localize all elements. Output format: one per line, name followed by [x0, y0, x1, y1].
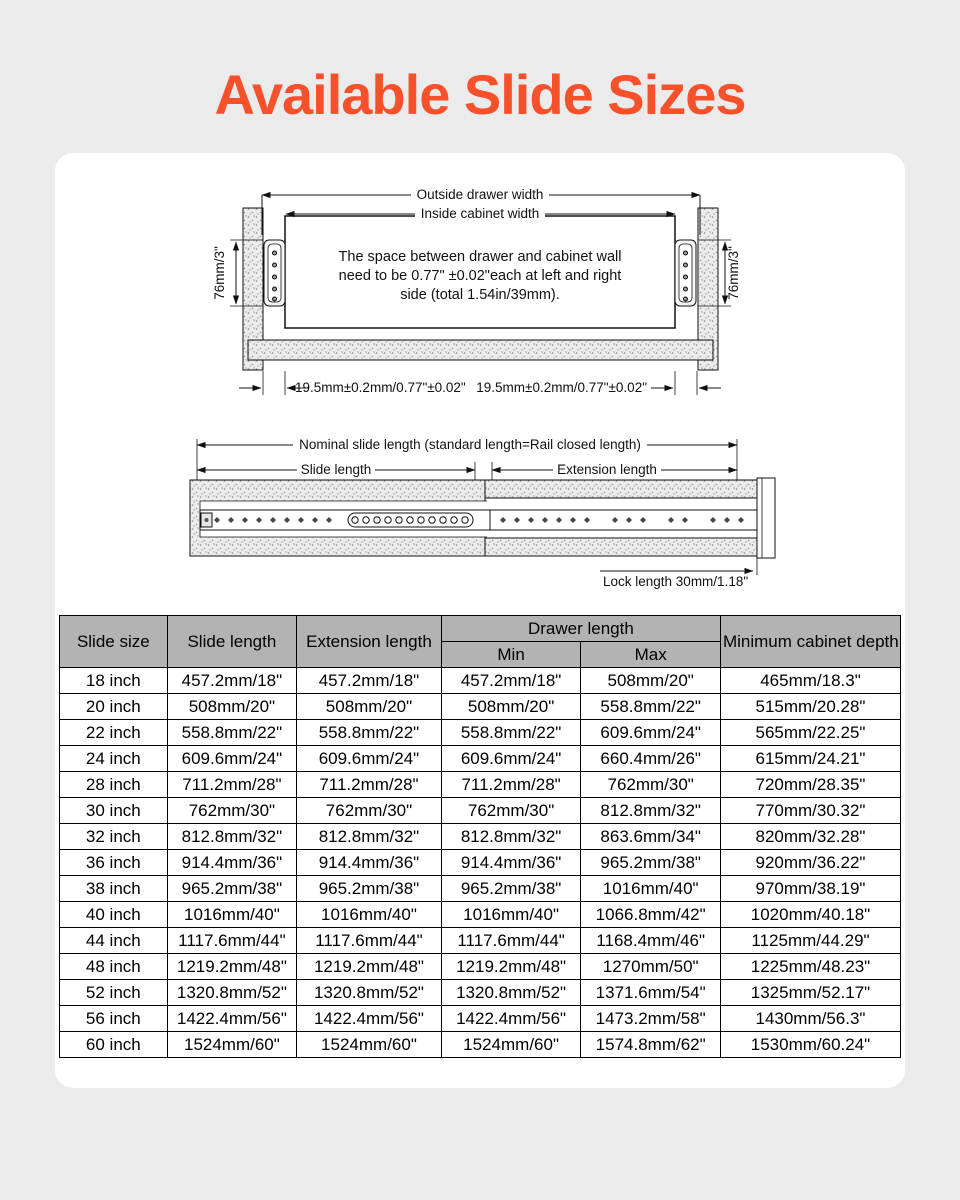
header-extension-length: Extension length — [297, 616, 442, 668]
clearance-note-line3: side (total 1.54in/39mm). — [400, 287, 560, 303]
table-cell: 1117.6mm/44" — [297, 928, 442, 954]
table-cell: 457.2mm/18" — [441, 668, 581, 694]
table-cell: 720mm/28.35" — [720, 772, 900, 798]
table-cell: 770mm/30.32" — [720, 798, 900, 824]
table-row — [60, 746, 901, 772]
table-cell: 1320.8mm/52" — [297, 980, 442, 1006]
table-cell: 1325mm/52.17" — [720, 980, 900, 1006]
cabinet-bottom-panel — [248, 340, 713, 360]
table-cell: 812.8mm/32" — [441, 824, 581, 850]
table-cell: 711.2mm/28" — [297, 772, 442, 798]
slide-length-label: Slide length — [300, 462, 372, 477]
table-cell: 965.2mm/38" — [297, 876, 442, 902]
table-row — [60, 798, 901, 824]
table-cell: 762mm/30" — [297, 798, 442, 824]
table-cell: 1530mm/60.24" — [720, 1032, 900, 1058]
extension-length-label: Extension length — [557, 462, 657, 477]
table-cell: 609.6mm/24" — [581, 720, 721, 746]
gap-right-dimension — [476, 371, 721, 395]
table-cell: 1320.8mm/52" — [167, 980, 297, 1006]
table-cell: 762mm/30" — [167, 798, 297, 824]
table-cell: 660.4mm/26" — [581, 746, 721, 772]
table-cell: 558.8mm/22" — [441, 720, 581, 746]
table-cell: 558.8mm/22" — [167, 720, 297, 746]
drawer-cross-section-diagram — [212, 187, 741, 395]
table-row — [60, 980, 901, 1006]
side-clearance-right-label: 76mm/3" — [726, 246, 741, 300]
table-cell: 1422.4mm/56" — [297, 1006, 442, 1032]
table-cell: 1020mm/40.18" — [720, 902, 900, 928]
table-row — [60, 928, 901, 954]
table-cell: 1066.8mm/42" — [581, 902, 721, 928]
table-cell: 20 inch — [60, 694, 168, 720]
table-cell: 24 inch — [60, 746, 168, 772]
table-cell: 812.8mm/32" — [581, 798, 721, 824]
table-cell: 920mm/36.22" — [720, 850, 900, 876]
table-row — [60, 772, 901, 798]
surround-strip-top — [485, 480, 757, 498]
table-cell: 60 inch — [60, 1032, 168, 1058]
table-row — [60, 850, 901, 876]
table-cell: 18 inch — [60, 668, 168, 694]
table-cell: 515mm/20.28" — [720, 694, 900, 720]
table-cell: 1219.2mm/48" — [297, 954, 442, 980]
table-cell: 609.6mm/24" — [297, 746, 442, 772]
table-cell: 1225mm/48.23" — [720, 954, 900, 980]
table-cell: 820mm/32.28" — [720, 824, 900, 850]
table-cell: 1422.4mm/56" — [167, 1006, 297, 1032]
slide-member-right — [675, 240, 696, 306]
table-cell: 1371.6mm/54" — [581, 980, 721, 1006]
table-cell: 48 inch — [60, 954, 168, 980]
table-cell: 711.2mm/28" — [441, 772, 581, 798]
table-cell: 32 inch — [60, 824, 168, 850]
table-row — [60, 824, 901, 850]
table-cell: 863.6mm/34" — [581, 824, 721, 850]
table-row — [60, 954, 901, 980]
table-cell: 1574.8mm/62" — [581, 1032, 721, 1058]
table-row — [60, 720, 901, 746]
table-cell: 38 inch — [60, 876, 168, 902]
table-cell: 1320.8mm/52" — [441, 980, 581, 1006]
table-cell: 914.4mm/36" — [167, 850, 297, 876]
table-cell: 615mm/24.21" — [720, 746, 900, 772]
ball-bearing-strip — [348, 513, 473, 527]
table-cell: 965.2mm/38" — [581, 850, 721, 876]
table-cell: 22 inch — [60, 720, 168, 746]
size-table-container — [59, 615, 901, 1058]
size-table-body — [60, 668, 901, 1058]
table-cell: 1125mm/44.29" — [720, 928, 900, 954]
table-cell: 1016mm/40" — [167, 902, 297, 928]
table-row — [60, 1006, 901, 1032]
table-cell: 508mm/20" — [167, 694, 297, 720]
slide-length-diagram — [190, 437, 775, 589]
table-cell: 1117.6mm/44" — [441, 928, 581, 954]
table-cell: 30 inch — [60, 798, 168, 824]
table-cell: 1016mm/40" — [581, 876, 721, 902]
header-minimum-cabinet-depth: Minimum cabinet depth — [720, 616, 900, 668]
table-cell: 965.2mm/38" — [167, 876, 297, 902]
side-clearance-left-label: 76mm/3" — [212, 246, 227, 300]
lock-length-label: Lock length 30mm/1.18" — [603, 574, 749, 589]
table-row — [60, 876, 901, 902]
gap-left-label: 19.5mm±0.2mm/0.77"±0.02" — [295, 380, 466, 395]
size-table-header — [60, 616, 901, 668]
technical-diagrams — [55, 183, 905, 603]
table-cell: 508mm/20" — [581, 668, 721, 694]
table-cell: 1524mm/60" — [297, 1032, 442, 1058]
table-cell: 56 inch — [60, 1006, 168, 1032]
table-cell: 565mm/22.25" — [720, 720, 900, 746]
table-cell: 1524mm/60" — [167, 1032, 297, 1058]
header-drawer-length: Drawer length — [441, 616, 720, 642]
table-cell: 465mm/18.3" — [720, 668, 900, 694]
table-cell: 762mm/30" — [441, 798, 581, 824]
table-cell: 508mm/20" — [297, 694, 442, 720]
table-cell: 1524mm/60" — [441, 1032, 581, 1058]
header-slide-size: Slide size — [60, 616, 168, 668]
table-cell: 1016mm/40" — [441, 902, 581, 928]
rivet-diamonds-closed — [214, 517, 332, 523]
outside-drawer-width-label: Outside drawer width — [416, 187, 544, 202]
table-cell: 558.8mm/22" — [297, 720, 442, 746]
table-cell: 44 inch — [60, 928, 168, 954]
nominal-length-label: Nominal slide length (standard length=Rail closed length) — [299, 437, 641, 452]
table-cell: 609.6mm/24" — [167, 746, 297, 772]
table-row — [60, 694, 901, 720]
slide-member-left — [264, 240, 285, 306]
table-cell: 508mm/20" — [441, 694, 581, 720]
table-row — [60, 1032, 901, 1058]
table-cell: 1016mm/40" — [297, 902, 442, 928]
clearance-note-line2: need to be 0.77" ±0.02"each at left and right — [338, 268, 622, 284]
table-cell: 1219.2mm/48" — [167, 954, 297, 980]
surround-strip-bottom — [485, 538, 757, 556]
table-cell: 914.4mm/36" — [441, 850, 581, 876]
lock-length-dimension — [600, 558, 757, 589]
header-drawer-length-min: Min — [441, 642, 581, 668]
table-row — [60, 902, 901, 928]
table-cell: 457.2mm/18" — [167, 668, 297, 694]
table-cell: 1117.6mm/44" — [167, 928, 297, 954]
table-cell: 558.8mm/22" — [581, 694, 721, 720]
gap-left-dimension — [239, 371, 466, 395]
table-cell: 1168.4mm/46" — [581, 928, 721, 954]
header-drawer-length-max: Max — [581, 642, 721, 668]
inside-cabinet-width-label: Inside cabinet width — [420, 206, 540, 221]
table-cell: 1422.4mm/56" — [441, 1006, 581, 1032]
clearance-note-line1: The space between drawer and cabinet wall — [338, 249, 622, 265]
lock-tab — [201, 513, 212, 527]
page-title: Available Slide Sizes — [214, 63, 746, 126]
table-cell: 1219.2mm/48" — [441, 954, 581, 980]
content-card — [55, 153, 905, 1088]
table-cell: 457.2mm/18" — [297, 668, 442, 694]
table-cell: 28 inch — [60, 772, 168, 798]
table-cell: 52 inch — [60, 980, 168, 1006]
table-cell: 711.2mm/28" — [167, 772, 297, 798]
header-slide-length: Slide length — [167, 616, 297, 668]
size-table — [59, 615, 901, 1058]
table-cell: 1473.2mm/58" — [581, 1006, 721, 1032]
table-cell: 762mm/30" — [581, 772, 721, 798]
table-cell: 40 inch — [60, 902, 168, 928]
table-row — [60, 668, 901, 694]
table-cell: 965.2mm/38" — [441, 876, 581, 902]
end-cap — [757, 478, 775, 558]
table-cell: 914.4mm/36" — [297, 850, 442, 876]
table-cell: 1430mm/56.3" — [720, 1006, 900, 1032]
gap-right-label: 19.5mm±0.2mm/0.77"±0.02" — [476, 380, 647, 395]
table-cell: 1270mm/50" — [581, 954, 721, 980]
table-cell: 609.6mm/24" — [441, 746, 581, 772]
table-cell: 970mm/38.19" — [720, 876, 900, 902]
table-cell: 812.8mm/32" — [297, 824, 442, 850]
table-cell: 36 inch — [60, 850, 168, 876]
table-cell: 812.8mm/32" — [167, 824, 297, 850]
